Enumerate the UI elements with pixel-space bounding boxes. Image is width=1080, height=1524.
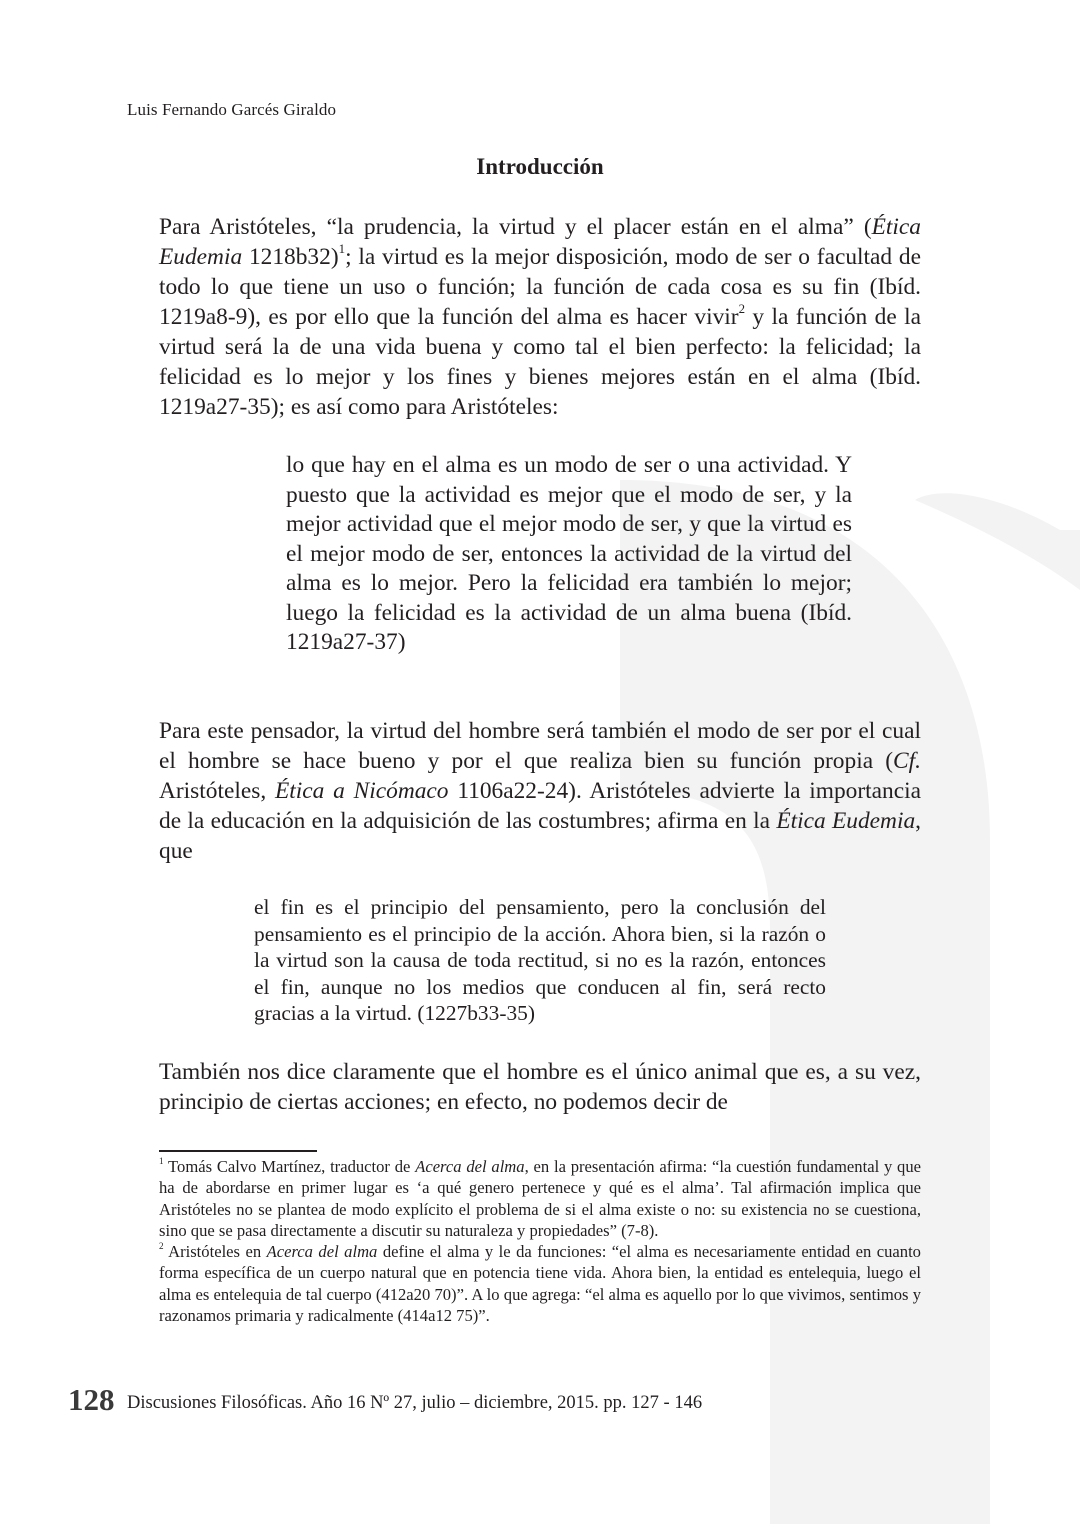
text-run: Aristóteles en xyxy=(163,1242,267,1262)
work-title: Acerca del alma xyxy=(415,1157,525,1176)
text-run: ; la virtud es la mejor disposición, modo de ser o facultad de todo lo que tiene un uso o función; la función de cada cosa es su fin (Ibíd. 1219a8-9), es por ello que la función del alma es hacer vivir xyxy=(159,244,921,330)
section-title xyxy=(0,154,1080,180)
footnote-2 xyxy=(159,1241,921,1326)
text-run: , en la presentación afirma: “la cuestión fundamental y que ha de abordarse en primer lugar es ‘a qué genero pertenece y qué es el alma’. Tal afirmación implica que Aristóteles no se plantea de modo explícito el problema de si el alma existe o no: su existencia no se cuestiona, sino que se pasa directamente a discutir su naturaleza y propiedades” (7-8). xyxy=(159,1157,921,1240)
footnotes xyxy=(159,1156,921,1326)
text-run: Para Aristóteles, “la prudencia, la virtud y el placer están en el alma” ( xyxy=(159,214,872,240)
text-run: Aristóteles, xyxy=(159,778,275,804)
footnote-ref-2[interactable]: 2 xyxy=(738,301,745,316)
block-quote-2: el fin es el principio del pensamiento, pero la conclusión del pensamiento es el principio de la acción. Ahora bien, si la razón o la virtud son la causa de toda rectitud, si no es la razón, entonces el fin, aunque no los medios que conducen al fin, será recto gracias a la virtud. (1227b33-35) xyxy=(254,895,826,1025)
paragraph-2 xyxy=(159,716,921,866)
cf-abbrev: Cf. xyxy=(893,748,921,774)
paragraph-1 xyxy=(159,212,921,422)
journal-citation: Discusiones Filosóficas. Año 16 Nº 27, julio – diciembre, 2015. pp. 127 - 146 xyxy=(127,1393,703,1413)
text-run: y la función de la virtud será la de una vida buena y como tal el bien perfecto: la felicidad; la felicidad es lo mejor y los fines y bienes mejores están en el alma (Ibíd. 1219a27-35); es así como para Aristóteles: xyxy=(159,304,921,420)
text-run: Para este pensador, la virtud del hombre será también el modo de ser por el cual el hombre se hace bueno y por el que realiza bien su función propia ( xyxy=(159,718,921,774)
text-run: 1106a22-24). Aristóteles advierte la importancia de la educación en la adquisición de las costumbres; afirma en la xyxy=(159,778,921,834)
work-title: Ética Eudemia xyxy=(776,808,916,834)
page-number: 128 xyxy=(68,1382,115,1417)
footnote-ref-1[interactable]: 1 xyxy=(338,241,346,256)
text-run: define el alma y le da funciones: “el alma es necesariamente entidad en cuanto forma específica de un cuerpo natural que en potencia tiene vida. Ahora bien, la entidad es entelequia, luego el alma es entelequia de tal cuerpo (412a20 70)”. A lo que agrega: “el alma es aquello por lo que vivimos, sentimos y razonamos primaria y radicalmente (414a12 75)”. xyxy=(159,1242,921,1326)
footnote-1 xyxy=(159,1156,921,1241)
footnote-number: 2 xyxy=(159,1240,164,1251)
text-run: , que xyxy=(159,808,922,864)
text-run: 1218b32) xyxy=(242,244,339,270)
section-title-text: Introducción xyxy=(476,154,604,179)
paragraph-3: También nos dice claramente que el hombre es el único animal que es, a su vez, principio de ciertas acciones; en efecto, no podemos decir de xyxy=(159,1059,921,1115)
work-title: Acerca del alma xyxy=(266,1242,378,1262)
work-title: Ética a Nicómaco xyxy=(275,778,449,804)
running-header-author: Luis Fernando Garcés Giraldo xyxy=(127,100,337,119)
footnote-separator xyxy=(159,1150,317,1152)
text-run: Tomás Calvo Martínez, traductor de xyxy=(163,1157,416,1176)
footnote-number: 1 xyxy=(159,1155,164,1166)
block-quote-1: lo que hay en el alma es un modo de ser o una actividad. Y puesto que la actividad es mejor que el modo de ser, y la mejor actividad que el mejor modo de ser, y que la virtud es el mejor modo de ser, entonces la actividad de la virtud del alma es lo mejor. Pero la felicidad era también lo mejor; luego la felicidad es la actividad de un alma buena (Ibíd. 1219a27-37) xyxy=(286,452,852,655)
work-title: Ética Eudemia xyxy=(159,214,921,270)
